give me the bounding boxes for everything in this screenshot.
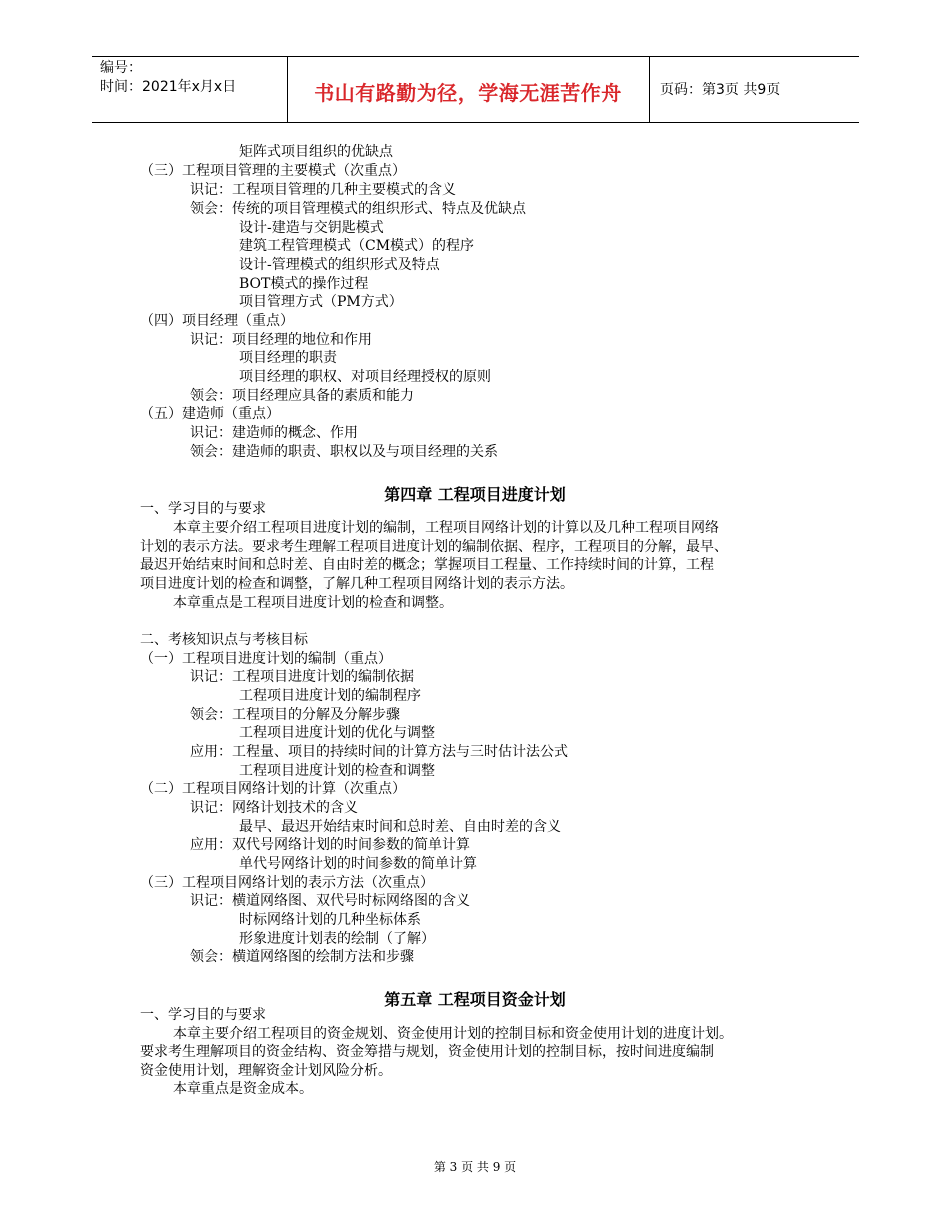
text-line: 单代号网络计划的时间参数的简单计算 [239,856,477,872]
header-bottom-rule [92,122,859,123]
section-heading: （二）工程项目网络计划的计算（次重点） [140,781,406,797]
text-line: 形象进度计划表的绘制（了解） [239,931,435,947]
header-divider-right [649,56,650,122]
paragraph-line: 本章重点是资金成本。 [173,1081,313,1097]
text-line: 最早、最迟开始结束时间和总时差、自由时差的含义 [239,819,561,835]
text-line: 领会：项目经理应具备的素质和能力 [190,388,414,404]
paragraph-line: 项目进度计划的检查和调整，了解几种工程项目网络计划的表示方法。 [140,576,574,592]
paragraph-line: 最迟开始结束时间和总时差、自由时差的概念；掌握项目工程量、工作持续时间的计算，工程 [140,557,714,573]
text-line: 时标网络计划的几种坐标体系 [239,912,421,928]
header-motto: 书山有路勤为径，学海无涯苦作舟 [314,81,622,105]
text-line: 领会：建造师的职责、职权以及与项目经理的关系 [190,444,498,460]
text-line: 识记：横道网络图、双代号时标网络图的含义 [190,893,470,909]
text-line: 设计-建造与交钥匙模式 [239,220,384,236]
header-page-label: 页码：第3页 共9页 [660,82,781,98]
section-heading: 一、学习目的与要求 [140,1007,266,1023]
text-line: 建筑工程管理模式（CM模式）的程序 [239,238,475,254]
text-line: 识记：建造师的概念、作用 [190,425,358,441]
text-line: 识记：工程项目管理的几种主要模式的含义 [190,182,456,198]
section-heading: 二、考核知识点与考核目标 [140,632,308,648]
text-line: 项目经理的职权、对项目经理授权的原则 [239,369,491,385]
paragraph-line: 本章重点是工程项目进度计划的检查和调整。 [173,595,453,611]
text-line: 工程项目进度计划的优化与调整 [239,725,435,741]
paragraph-line: 资金使用计划，理解资金计划风险分析。 [140,1063,392,1079]
text-line: 识记：网络计划技术的含义 [190,800,358,816]
text-line: BOT模式的操作过程 [239,276,369,292]
paragraph-line: 要求考生理解项目的资金结构、资金筹措与规划，资金使用计划的控制目标，按时间进度编制 [140,1044,714,1060]
text-line: 领会：传统的项目管理模式的组织形式、特点及优缺点 [190,201,526,217]
chapter-title: 第四章 工程项目进度计划 [384,485,566,504]
text-line: 应用：工程量、项目的持续时间的计算方法与三时估计法公式 [190,744,568,760]
paragraph-line: 本章主要介绍工程项目的资金规划、资金使用计划的控制目标和资金使用计划的进度计划。 [173,1026,733,1042]
section-heading: （三）工程项目管理的主要模式（次重点） [140,163,406,179]
text-line: 工程项目进度计划的编制程序 [239,688,421,704]
text-line: 项目管理方式（PM方式） [239,294,403,310]
text-line: 矩阵式项目组织的优缺点 [239,144,393,160]
text-line: 应用：双代号网络计划的时间参数的简单计算 [190,837,470,853]
time-label: 时间：2021年x月x日 [100,79,237,95]
header-meta [100,59,236,97]
text-line: 工程项目进度计划的检查和调整 [239,763,435,779]
section-heading: （五）建造师（重点） [140,406,280,422]
section-heading: （三）工程项目网络计划的表示方法（次重点） [140,875,434,891]
page-footer: 第 3 页 共 9 页 [433,1160,517,1174]
chapter-title: 第五章 工程项目资金计划 [384,990,566,1009]
text-line: 识记：工程项目进度计划的编制依据 [190,669,414,685]
number-label: 编号： [100,60,142,76]
text-line: 设计-管理模式的组织形式及特点 [239,257,440,273]
paragraph-line: 本章主要介绍工程项目进度计划的编制，工程项目网络计划的计算以及几种工程项目网络 [173,520,719,536]
section-heading: 一、学习目的与要求 [140,501,266,517]
text-line: 领会：横道网络图的绘制方法和步骤 [190,949,414,965]
section-heading: （四）项目经理（重点） [140,313,294,329]
header-top-rule [92,56,859,57]
section-heading: （一）工程项目进度计划的编制（重点） [140,651,392,667]
paragraph-line: 计划的表示方法。要求考生理解工程项目进度计划的编制依据、程序，工程项目的分解，最早、 [140,539,728,555]
text-line: 识记：项目经理的地位和作用 [190,332,372,348]
text-line: 领会：工程项目的分解及分解步骤 [190,707,400,723]
text-line: 项目经理的职责 [239,350,337,366]
